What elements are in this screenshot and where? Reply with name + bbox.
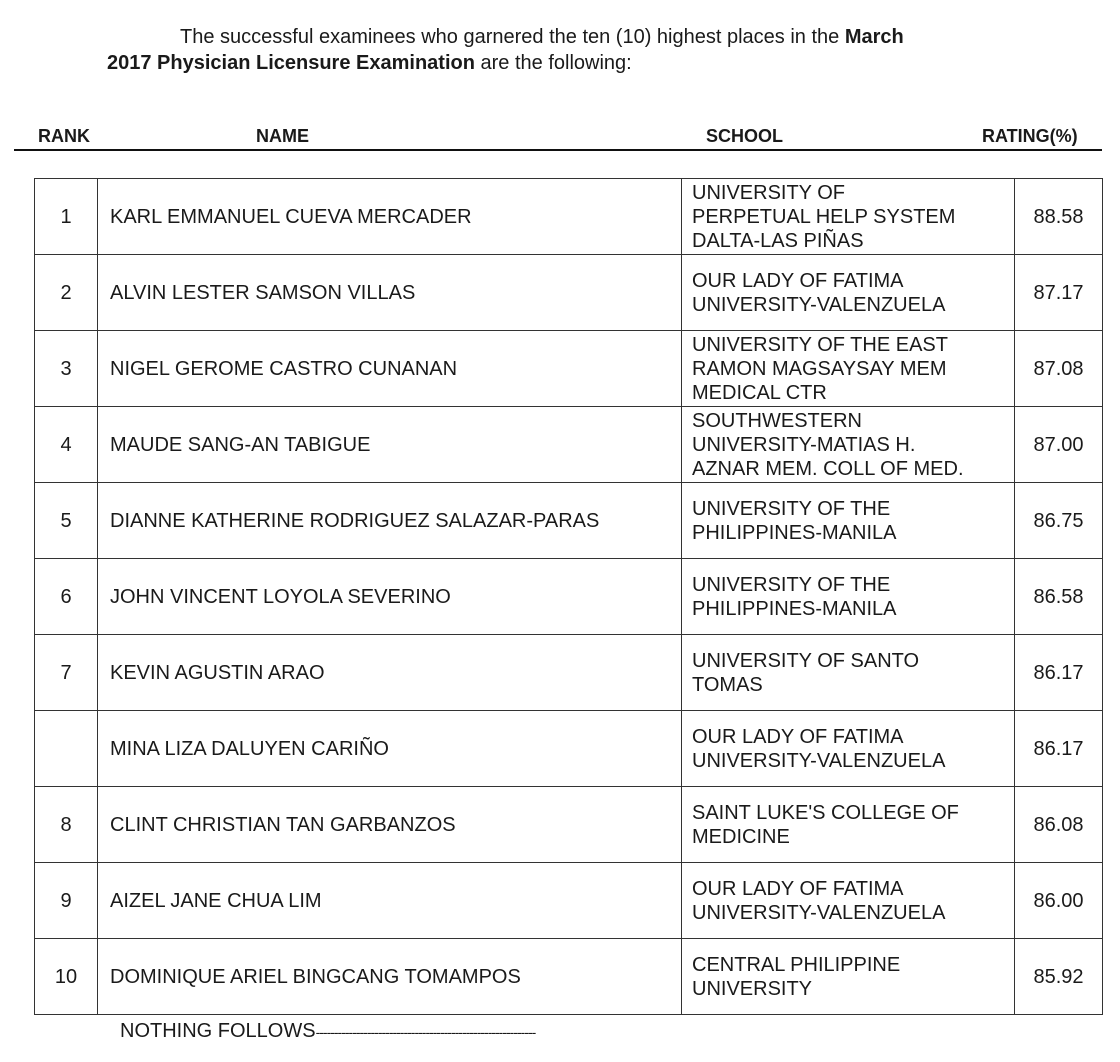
school-cell (682, 407, 1015, 483)
header-name: NAME (256, 126, 309, 146)
header-rule (14, 149, 1102, 151)
rating-cell: 87.00 (1015, 407, 1103, 483)
school-line: OUR LADY OF FATIMA (692, 877, 904, 900)
table-row (35, 179, 1103, 255)
intro-line-2-text: are the following: (474, 52, 632, 74)
rank-cell: 9 (35, 863, 98, 939)
school-line: UNIVERSITY OF THE (692, 573, 891, 596)
rank-cell: 10 (35, 939, 98, 1015)
name-cell: CLINT CHRISTIAN TAN GARBANZOS (98, 787, 682, 863)
school-line: PHILIPPINES-MANILA (692, 521, 897, 544)
name-cell: KEVIN AGUSTIN ARAO (98, 635, 682, 711)
rating-cell: 85.92 (1015, 939, 1103, 1015)
rank-cell: 6 (35, 559, 98, 635)
school-line: TOMAS (692, 673, 763, 696)
school-line: UNIVERSITY-MATIAS H. (692, 433, 916, 456)
rank-cell: 3 (35, 331, 98, 407)
school-line: RAMON MAGSAYSAY MEM (692, 357, 947, 380)
name-cell: ALVIN LESTER SAMSON VILLAS (98, 255, 682, 331)
intro-line-1 (180, 24, 904, 50)
intro-line-1-text: The successful examinees who garnered the ten (10) highest places in the (180, 26, 845, 48)
table-row (35, 939, 1103, 1015)
school-line: UNIVERSITY OF (692, 181, 845, 204)
table-row (35, 559, 1103, 635)
school-line: OUR LADY OF FATIMA (692, 725, 904, 748)
rating-cell: 86.17 (1015, 711, 1103, 787)
school-line: DALTA-LAS PIÑAS (692, 229, 864, 252)
rating-cell: 86.08 (1015, 787, 1103, 863)
rating-cell: 86.17 (1015, 635, 1103, 711)
school-line: UNIVERSITY (692, 977, 813, 1000)
school-line: UNIVERSITY-VALENZUELA (692, 901, 946, 924)
table-row (35, 483, 1103, 559)
school-line: SOUTHWESTERN (692, 409, 862, 432)
school-cell (682, 559, 1015, 635)
rating-cell: 87.17 (1015, 255, 1103, 331)
school-line: AZNAR MEM. COLL OF MED. (692, 457, 964, 480)
name-cell: DIANNE KATHERINE RODRIGUEZ SALAZAR-PARAS (98, 483, 682, 559)
school-cell (682, 711, 1015, 787)
school-line: UNIVERSITY-VALENZUELA (692, 749, 946, 772)
header-rating: RATING(%) (982, 126, 1078, 146)
name-cell: JOHN VINCENT LOYOLA SEVERINO (98, 559, 682, 635)
column-headers (0, 126, 1120, 148)
rank-cell: 4 (35, 407, 98, 483)
table-row (35, 787, 1103, 863)
results-table-body (35, 179, 1103, 1015)
rating-cell: 86.00 (1015, 863, 1103, 939)
name-cell: NIGEL GEROME CASTRO CUNANAN (98, 331, 682, 407)
table-row (35, 407, 1103, 483)
rank-cell: 7 (35, 635, 98, 711)
results-table (34, 178, 1103, 1015)
rank-cell: 5 (35, 483, 98, 559)
school-cell (682, 179, 1015, 255)
rating-cell: 88.58 (1015, 179, 1103, 255)
school-cell (682, 255, 1015, 331)
rating-cell: 86.75 (1015, 483, 1103, 559)
intro-line-1-bold: March (844, 26, 904, 48)
nothing-follows-text: NOTHING FOLLOWS (120, 1020, 316, 1042)
table-row (35, 711, 1103, 787)
rating-cell: 86.58 (1015, 559, 1103, 635)
table-row (35, 331, 1103, 407)
rank-cell: 8 (35, 787, 98, 863)
intro-line-2 (107, 50, 632, 76)
school-line: UNIVERSITY OF THE (692, 497, 891, 520)
name-cell: KARL EMMANUEL CUEVA MERCADER (98, 179, 682, 255)
school-cell (682, 863, 1015, 939)
school-line: PERPETUAL HELP SYSTEM (692, 205, 956, 228)
school-cell (682, 787, 1015, 863)
intro-line-2-bold: 2017 Physician Licensure Examination (107, 52, 475, 74)
rank-cell: 1 (35, 179, 98, 255)
rank-cell (35, 711, 98, 787)
school-line: UNIVERSITY-VALENZUELA (692, 293, 946, 316)
school-line: OUR LADY OF FATIMA (692, 269, 904, 292)
school-cell (682, 939, 1015, 1015)
nothing-follows-dashes: ------------------------------------------------------------ (315, 1024, 536, 1040)
school-line: UNIVERSITY OF THE EAST (692, 333, 948, 356)
school-cell (682, 483, 1015, 559)
rating-cell: 87.08 (1015, 331, 1103, 407)
name-cell: MAUDE SANG-AN TABIGUE (98, 407, 682, 483)
name-cell: MINA LIZA DALUYEN CARIÑO (98, 711, 682, 787)
rank-cell: 2 (35, 255, 98, 331)
school-line: CENTRAL PHILIPPINE (692, 953, 901, 976)
header-school: SCHOOL (706, 126, 784, 146)
table-row (35, 863, 1103, 939)
school-line: UNIVERSITY OF SANTO (692, 649, 920, 672)
name-cell: AIZEL JANE CHUA LIM (98, 863, 682, 939)
school-line: PHILIPPINES-MANILA (692, 597, 897, 620)
school-line: SAINT LUKE'S COLLEGE OF (692, 801, 959, 824)
school-line: MEDICAL CTR (692, 381, 827, 404)
school-cell (682, 635, 1015, 711)
header-rank: RANK (38, 126, 90, 146)
nothing-follows (120, 1020, 535, 1043)
table-row (35, 255, 1103, 331)
name-cell: DOMINIQUE ARIEL BINGCANG TOMAMPOS (98, 939, 682, 1015)
table-row (35, 635, 1103, 711)
school-line: MEDICINE (692, 825, 790, 848)
school-cell (682, 331, 1015, 407)
